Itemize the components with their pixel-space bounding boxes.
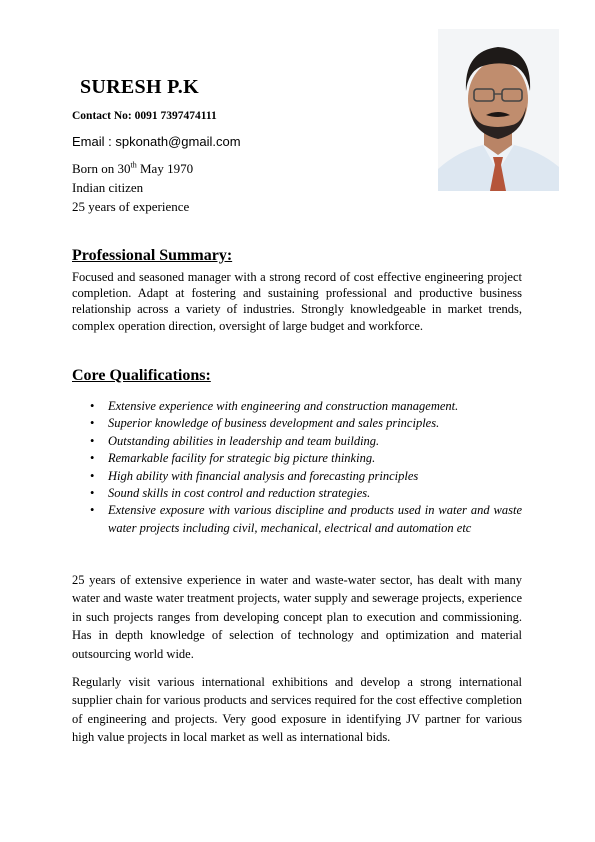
qualification-text: Sound skills in cost control and reduction strategies. [108,486,371,501]
qualification-text: High ability with financial analysis and forecasting principles [108,468,419,483]
professional-summary-heading: Professional Summary: [72,247,233,264]
qualification-text: Outstanding abilities in leadership and team building. [108,433,380,448]
email-address: Email : spkonath@gmail.com [72,134,241,149]
contact-number: Contact No: 0091 7397474111 [72,110,217,122]
birth-date-prefix: Born on 30 [72,161,131,176]
birth-date [72,161,193,177]
bullet-icon: • [90,503,95,518]
experience-paragraph: 25 years of extensive experience in water and waste-water sector, has dealt with many water and waste water treatment projects, water supply and sewerage projects, experience in such projects ranges from developing concept plan to execution and commissioning. Has in depth knowledge of selection of technology and optimization and material outsourcing world wide. [72,573,522,661]
qualifications-list [72,398,522,537]
list-item [72,450,522,467]
list-item [72,502,522,537]
qualification-text: Extensive exposure with various discipline and products used in water and waste water projects including civil, mechanical, electrical and automation etc [108,503,522,535]
bullet-icon: • [90,433,95,448]
candidate-name: SURESH P.K [80,76,199,98]
citizenship: Indian citizen [72,180,144,195]
core-qualifications-heading: Core Qualifications: [72,367,211,384]
bullet-icon: • [90,486,95,501]
birth-date-ordinal: th [130,160,137,170]
portrait-photo [438,29,559,191]
qualification-text: Superior knowledge of business development and sales principles. [108,416,440,431]
list-item [72,415,522,432]
portrait-illustration [438,29,559,191]
list-item [72,485,522,502]
qualification-text: Remarkable facility for strategic big picture thinking. [108,451,376,466]
bullet-icon: • [90,468,95,483]
professional-summary-text: Focused and seasoned manager with a strong record of cost effective engineering project completion. Adapt at fostering and sustaining professional and productive business relationship across a variety of industries. Strongly knowledgeable in market trends, complex operation direction, oversight of large budget and workforce. [72,270,522,333]
bullet-icon: • [90,399,95,413]
birth-date-suffix: May 1970 [136,161,194,176]
qualification-text: Extensive experience with engineering and construction management. [108,399,459,413]
bullet-icon: • [90,451,95,466]
list-item [72,433,522,450]
international-paragraph: Regularly visit various international exhibitions and develop a strong international supplier chain for various products and services required for the cost effective completion of engineering and projects. Very good exposure in identifying JV partner for various high value projects in local market as well as international bids. [72,675,522,745]
list-item [72,398,522,415]
list-item [72,468,522,485]
bullet-icon: • [90,416,95,431]
years-experience: 25 years of experience [72,199,190,214]
